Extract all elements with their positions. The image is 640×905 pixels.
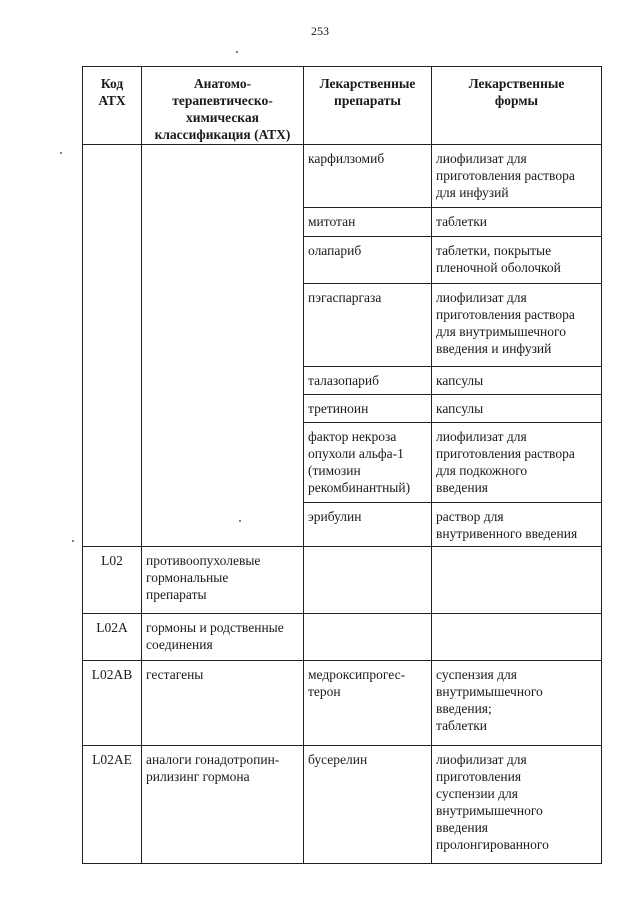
drug-name-cell: эрибулин bbox=[304, 503, 432, 547]
drug-form-cell bbox=[432, 614, 602, 661]
table-row bbox=[83, 746, 602, 864]
drug-form-cell: капсулы bbox=[432, 367, 602, 395]
drug-form-cell: таблетки, покрытые пленочной оболочкой bbox=[432, 237, 602, 284]
drug-form-cell bbox=[432, 547, 602, 614]
table-row bbox=[83, 145, 602, 208]
classification-cell-empty bbox=[142, 145, 304, 547]
drug-name-cell: медроксипрогес- терон bbox=[304, 661, 432, 746]
table-row bbox=[83, 614, 602, 661]
atx-code-cell: L02AB bbox=[83, 661, 142, 746]
code-cell-empty bbox=[83, 145, 142, 547]
scan-speck bbox=[239, 520, 241, 522]
drug-name-cell: бусерелин bbox=[304, 746, 432, 864]
drug-name-cell: карфилзомиб bbox=[304, 145, 432, 208]
atx-table bbox=[82, 66, 602, 864]
drug-form-cell: лиофилизат для приготовления раствора для внутримышечного введения и инфузий bbox=[432, 284, 602, 367]
atx-group-name-cell: гормоны и родственные соединения bbox=[142, 614, 304, 661]
drug-form-cell: таблетки bbox=[432, 208, 602, 237]
drug-name-cell: третиноин bbox=[304, 395, 432, 423]
drug-form-cell: лиофилизат для приготовления раствора для инфузий bbox=[432, 145, 602, 208]
table-row bbox=[83, 661, 602, 746]
atx-group-name-cell: аналоги гонадотропин- рилизинг гормона bbox=[142, 746, 304, 864]
drug-form-cell: лиофилизат для приготовления суспензии для внутримышечного введения пролонгированного bbox=[432, 746, 602, 864]
drug-name-cell bbox=[304, 547, 432, 614]
drug-form-cell: суспензия для внутримышечного введения; таблетки bbox=[432, 661, 602, 746]
drug-name-cell: олапариб bbox=[304, 237, 432, 284]
drug-name-cell: талазопариб bbox=[304, 367, 432, 395]
drug-form-cell: раствор для внутривенного введения bbox=[432, 503, 602, 547]
header-forms: Лекарственные формы bbox=[432, 67, 602, 145]
scan-speck bbox=[236, 51, 238, 53]
drug-name-cell: пэгаспаргаза bbox=[304, 284, 432, 367]
drug-form-cell: лиофилизат для приготовления раствора для подкожного введения bbox=[432, 423, 602, 503]
drug-form-cell: капсулы bbox=[432, 395, 602, 423]
atx-group-name-cell: гестагены bbox=[142, 661, 304, 746]
table-row bbox=[83, 547, 602, 614]
atx-group-name-cell: противоопухолевые гормональные препараты bbox=[142, 547, 304, 614]
header-classification: Анатомо- терапевтическо- химическая классификация (АТХ) bbox=[142, 67, 304, 145]
drug-name-cell: фактор некроза опухоли альфа-1 (тимозин рекомбинантный) bbox=[304, 423, 432, 503]
scan-speck bbox=[60, 152, 62, 154]
atx-code-cell: L02AE bbox=[83, 746, 142, 864]
drug-name-cell bbox=[304, 614, 432, 661]
header-drugs: Лекарственные препараты bbox=[304, 67, 432, 145]
table-header-row bbox=[83, 67, 602, 145]
atx-code-cell: L02A bbox=[83, 614, 142, 661]
page-number: 253 bbox=[311, 24, 329, 38]
atx-code-cell: L02 bbox=[83, 547, 142, 614]
header-code: Код АТХ bbox=[83, 67, 142, 145]
scan-speck bbox=[72, 540, 74, 542]
drug-name-cell: митотан bbox=[304, 208, 432, 237]
